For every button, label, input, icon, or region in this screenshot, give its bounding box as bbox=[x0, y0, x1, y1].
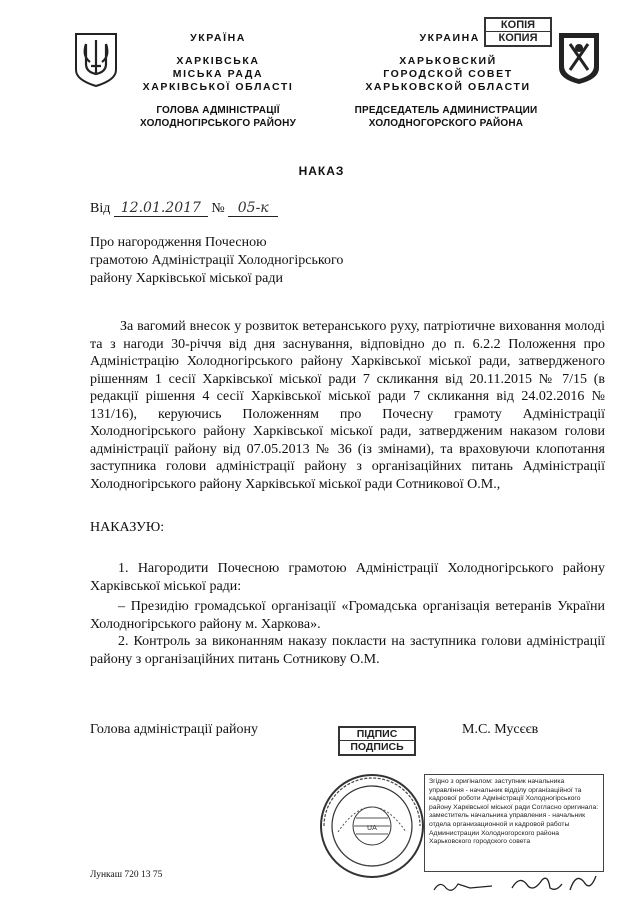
header-right-council-1: ХАРЬКОВСКИЙ bbox=[399, 55, 497, 67]
signature-stamp-line-2: ПОДПИСЬ bbox=[340, 740, 414, 753]
header-left-council-2: МІСЬКА РАДА bbox=[172, 68, 264, 80]
header-left-council-3: ХАРКІВСЬКОЇ ОБЛАСТІ bbox=[142, 81, 294, 93]
document-subject bbox=[90, 234, 410, 288]
header-right-council-3: ХАРЬКОВСКОЙ ОБЛАСТИ bbox=[365, 81, 531, 93]
executor-note: Лункаш 720 13 75 bbox=[90, 870, 163, 880]
header-right-position-2: ХОЛОДНОГОРСКОГО РАЙОНА bbox=[368, 118, 524, 129]
subject-line-2: грамотою Адміністрації Холодногірського bbox=[90, 253, 344, 268]
city-emblem-icon bbox=[556, 30, 602, 86]
header-left-position-2: ХОЛОДНОГІРСЬКОГО РАЙОНУ bbox=[139, 118, 296, 129]
order-item-2: 2. Контроль за виконанням наказу покласти на заступника голови адміністрації району з організаційних питань Сотникову О.М. bbox=[90, 634, 605, 667]
copy-stamp-line-1: КОПІЯ bbox=[500, 19, 536, 31]
header-right-position-1: ПРЕДСЕДАТЕЛЬ АДМИНИСТРАЦИИ bbox=[354, 105, 538, 116]
copy-stamp-line-2: КОПИЯ bbox=[486, 31, 550, 44]
preamble-paragraph: За вагомий внесок у розвиток ветеранського руху, патріотичне виховання молоді та з нагоди 30-річчя від дня заснування, відповідно до п. 6.2.2 Положення про Адміністрацію Холодногірського району Харківської міської ради, затвердженого рішенням 1 сесії Харківської міської ради 7 скликання від 20.11.2015 № 7/15 (в редакції рішення 4 сесії Харківської міської ради 7 скликання від 24.02.2016 № 131/16), керуючись Положенням про Почесну грамоту Адміністрації Холодногірського району Харківської міської ради, затвердженим наказом голови адміністрації району від 07.05.2013 № 36 (із змінами), та враховуючи клопотання заступника голови адміністрації району з організаційних питань Адміністрації Холодногірського району Харківської міської ради Сотникової О.М., bbox=[90, 319, 605, 492]
round-seal-icon bbox=[318, 772, 426, 880]
header-left-country: УКРАЇНА bbox=[190, 32, 246, 44]
coat-of-arms-icon bbox=[72, 30, 120, 88]
order-word: НАКАЗУЮ: bbox=[90, 520, 165, 535]
subject-line-3: району Харківської міської ради bbox=[90, 271, 283, 286]
number-value: 05-к bbox=[228, 200, 278, 217]
document-title: НАКАЗ bbox=[298, 164, 345, 178]
header-left-council-1: ХАРКІВСЬКА bbox=[176, 55, 260, 67]
svg-text:UA: UA bbox=[367, 824, 377, 832]
order-item-1: 1. Нагородити Почесною грамотою Адміністрації Холодногірського району Харківської міської ради: bbox=[90, 561, 605, 594]
date-label: Від bbox=[90, 201, 111, 216]
certification-text: Згідно з оригіналом: заступник начальника управління - начальник відділу організаційної та кадрової роботи Адміністрації Холодногірського району Харківської міської ради Согласно оригинала: заместитель начальника управления - начальник отдела организационной и кадровой работы Администрации Холодногорского района Харьковского городского совета bbox=[429, 778, 599, 846]
signature-stamp-line-1: ПІДПИС bbox=[356, 728, 398, 740]
copy-stamp bbox=[484, 17, 552, 47]
header-left-position-1: ГОЛОВА АДМІНІСТРАЦІЇ bbox=[156, 105, 280, 116]
header-right-country: УКРАИНА bbox=[419, 32, 480, 44]
certification-signature-icon bbox=[430, 868, 600, 896]
signature-stamp bbox=[338, 726, 416, 756]
date-number-line bbox=[90, 200, 310, 220]
subject-line-1: Про нагородження Почесною bbox=[90, 235, 267, 250]
signatory-name: М.С. Мусєєв bbox=[462, 722, 539, 737]
certification-stamp bbox=[424, 774, 604, 872]
number-label: № bbox=[211, 201, 225, 216]
order-item-1-sub: – Президію громадської організації «Громадська організація ветеранів України Холодногірського району м. Харкова». bbox=[90, 599, 605, 632]
date-value: 12.01.2017 bbox=[114, 200, 208, 217]
header-right-council-2: ГОРОДСКОЙ СОВЕТ bbox=[383, 68, 513, 80]
signatory-position: Голова адміністрації району bbox=[90, 722, 258, 737]
